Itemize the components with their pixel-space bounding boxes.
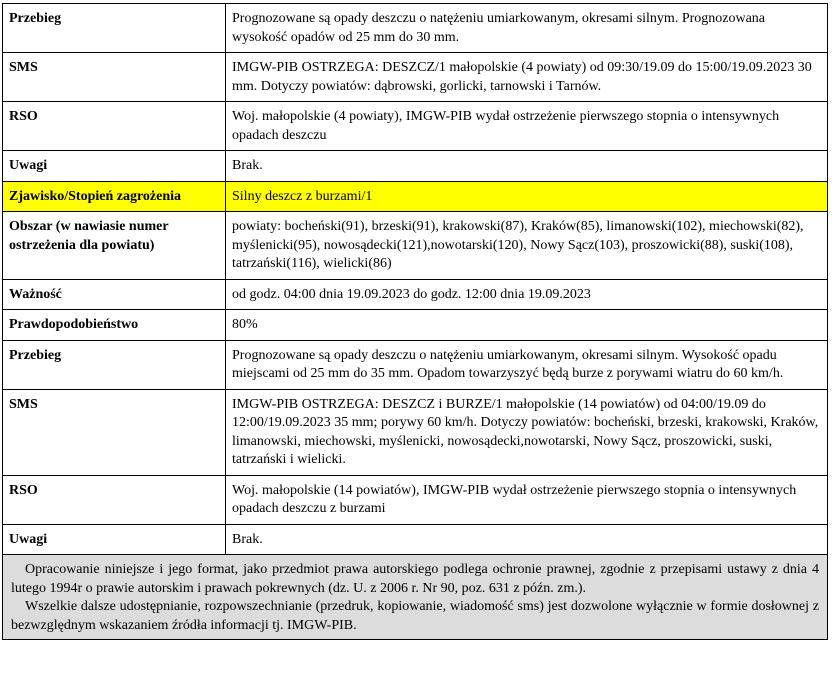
highlight-row — [3, 181, 828, 212]
table-row — [3, 279, 828, 310]
table-row — [3, 310, 828, 341]
row-value: Brak. — [226, 524, 828, 555]
table-row — [3, 475, 828, 524]
table-row — [3, 151, 828, 182]
row-value: Woj. małopolskie (14 powiatów), IMGW-PIB wydał ostrzeżenie pierwszego stopnia o intensywnych opadach deszczu z burzami — [226, 475, 828, 524]
row-label: Uwagi — [3, 524, 226, 555]
row-value: powiaty: bocheński(91), brzeski(91), krakowski(87), Kraków(85), limanowski(102), miechowski(82), myślenicki(95), nowosądecki(121),nowotarski(120), Nowy Sącz(103), proszowicki(88), suski(108), tatrzański(116), wielicki(86) — [226, 212, 828, 280]
row-label: Uwagi — [3, 151, 226, 182]
table-row — [3, 53, 828, 102]
row-label: Przebieg — [3, 4, 226, 53]
row-value: IMGW-PIB OSTRZEGA: DESZCZ i BURZE/1 małopolskie (14 powiatów) od 04:00/19.09 do 12:00/19.09.2023 35 mm; porywy 60 km/h. Dotyczy powiatów: bocheński, brzeski, krakowski, Kraków, limanowski, miechowski, myślenicki, nowosądecki,nowotarski, Nowy Sącz, proszowicki, suski, tatrzański i wielicki. — [226, 389, 828, 475]
row-label: RSO — [3, 102, 226, 151]
copyright-paragraph: Opracowanie niniejsze i jego format, jako przedmiot prawa autorskiego podlega ochronie prawnej, zgodnie z przepisami ustawy z dnia 4 lutego 1994r o prawie autorskim i prawach pokrewnych (dz. U. z 2006 r. Nr 90, poz. 631 z późn. zm.). — [11, 562, 819, 596]
row-value: 80% — [226, 310, 828, 341]
row-label: SMS — [3, 389, 226, 475]
distribution-paragraph: Wszelkie dalsze udostępnianie, rozpowszechnianie (przedruk, kopiowanie, wiadomość sms) jest dozwolone wyłącznie w formie dosłownej z bezwzględnym wskazaniem źródła informacji tj. IMGW-PIB. — [11, 599, 819, 633]
row-label: SMS — [3, 53, 226, 102]
row-label: Ważność — [3, 279, 226, 310]
row-label: Obszar (w nawiasie numer ostrzeżenia dla powiatu) — [3, 212, 226, 280]
row-label: Przebieg — [3, 340, 226, 389]
table-row — [3, 524, 828, 555]
row-value: Brak. — [226, 151, 828, 182]
row-label: RSO — [3, 475, 226, 524]
row-label: Prawdopodobieństwo — [3, 310, 226, 341]
footer-row — [3, 555, 828, 640]
row-value: Prognozowane są opady deszczu o natężeniu umiarkowanym, okresami silnym. Prognozowana wysokość opadów od 25 mm do 30 mm. — [226, 4, 828, 53]
table-row — [3, 102, 828, 151]
table-row — [3, 340, 828, 389]
copyright-notice — [3, 555, 828, 640]
row-label: Zjawisko/Stopień zagrożenia — [3, 181, 226, 212]
row-value: Silny deszcz z burzami/1 — [226, 181, 828, 212]
row-value: IMGW-PIB OSTRZEGA: DESZCZ/1 małopolskie (4 powiaty) od 09:30/19.09 do 15:00/19.09.2023 30 mm. Dotyczy powiatów: dąbrowski, gorlicki, tarnowski i Tarnów. — [226, 53, 828, 102]
table-row — [3, 4, 828, 53]
row-value: od godz. 04:00 dnia 19.09.2023 do godz. 12:00 dnia 19.09.2023 — [226, 279, 828, 310]
warning-table — [2, 3, 828, 640]
table-row — [3, 212, 828, 280]
row-value: Prognozowane są opady deszczu o natężeniu umiarkowanym, okresami silnym. Wysokość opadu miejscami od 25 mm do 35 mm. Opadom towarzyszyć będą burze z porywami wiatru do 60 km/h. — [226, 340, 828, 389]
row-value: Woj. małopolskie (4 powiaty), IMGW-PIB wydał ostrzeżenie pierwszego stopnia o intensywnych opadach deszczu — [226, 102, 828, 151]
table-row — [3, 389, 828, 475]
